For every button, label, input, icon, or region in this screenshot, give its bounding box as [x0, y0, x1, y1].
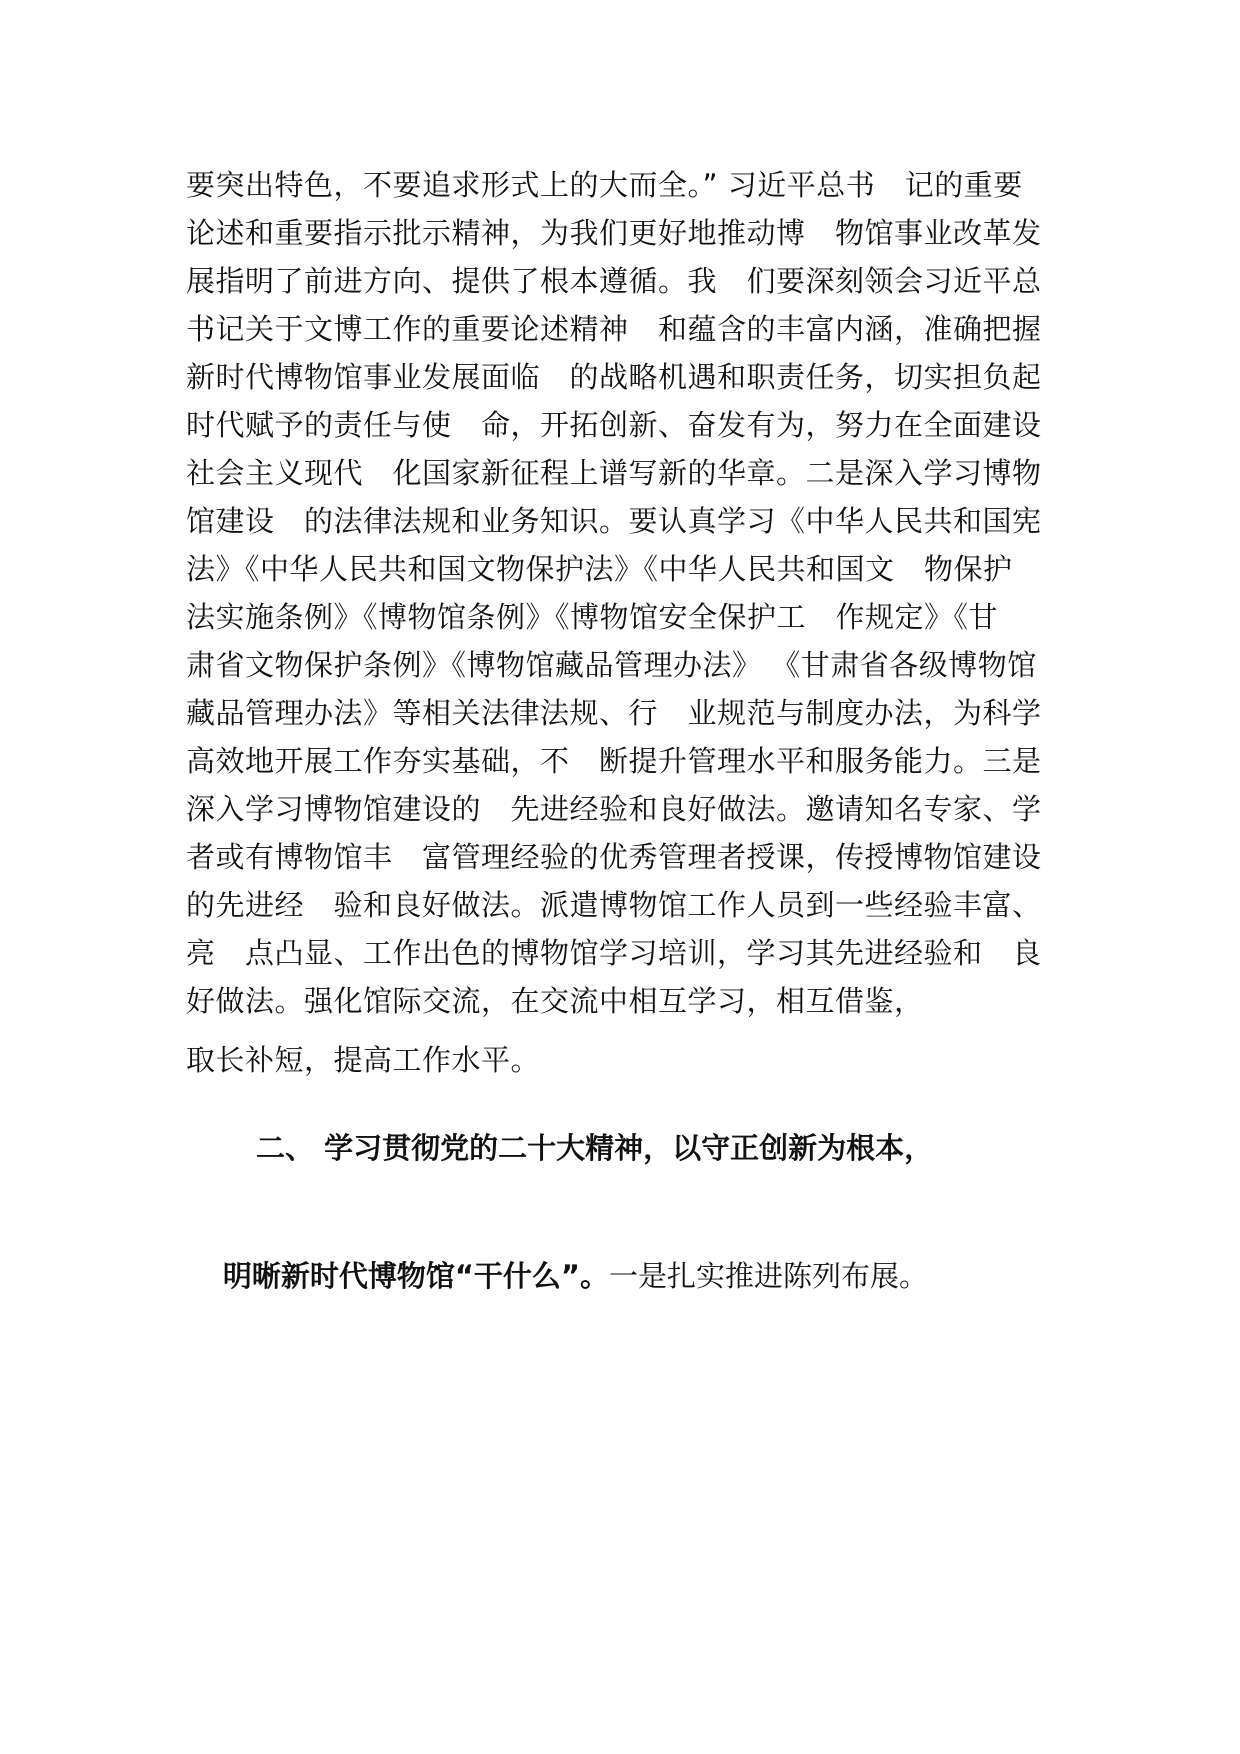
paragraph-closing-line: 取长补短，提高工作水平。: [186, 1043, 541, 1077]
paragraph-line: 藏品管理办法》等相关法律法规、行 业规范与制度办法，为科学: [186, 696, 1042, 730]
section-two-continuation: [186, 1216, 928, 1336]
paragraph-line: 亮 点凸显、工作出色的博物馆学习培训，学习其先进经验和 良: [186, 936, 1042, 970]
paragraph-line: 法实施条例》《博物馆条例》《博物馆安全保护工 作规定》《甘: [186, 600, 999, 634]
paragraph-line: 者或有博物馆丰 富管理经验的优秀管理者授课，传授博物馆建设: [186, 840, 1042, 874]
paragraph-line: 高效地开展工作夯实基础，不 断提升管理水平和服务能力。三是: [186, 744, 1042, 778]
paragraph-line: 展指明了前进方向、提供了根本遵循。我 们要深刻领会习近平总: [186, 264, 1042, 298]
section-two-regular-text: 一是扎实推进陈列布展。: [609, 1259, 929, 1293]
paragraph-line: 法》《中华人民共和国文物保护法》《中华人民共和国文 物保护: [186, 552, 1013, 586]
paragraph-line: 论述和重要指示批示精神，为我们更好地推动博 物馆事业改革发: [186, 216, 1042, 250]
paragraph-line: 好做法。强化馆际交流，在交流中相互学习，相互借鉴，: [186, 984, 924, 1018]
section-two-bold-text: 明晰新时代博物馆“干什么”。: [222, 1259, 609, 1293]
paragraph-line: 的先进经 验和良好做法。派遣博物馆工作人员到一些经验丰富、: [186, 888, 1042, 922]
paragraph-line: 肃省文物保护条例》《博物馆藏品管理办法》 《甘肃省各级博物馆: [186, 648, 1037, 682]
paragraph-line: 要突出特色，不要追求形式上的大而全。” 习近平总书 记的重要: [186, 168, 1023, 202]
section-two-heading: 二、 学习贯彻党的二十大精神，以守正创新为根本，: [256, 1131, 934, 1165]
paragraph-line: 深入学习博物馆建设的 先进经验和良好做法。邀请知名专家、学: [186, 792, 1042, 826]
paragraph-line: 书记关于文博工作的重要论述精神 和蕴含的丰富内涵，准确把握: [186, 312, 1042, 346]
paragraph-line: 馆建设 的法律法规和业务知识。要认真学习《中华人民共和国宪: [186, 504, 1042, 538]
paragraph-line: 新时代博物馆事业发展面临 的战略机遇和职责任务，切实担负起: [186, 360, 1042, 394]
paragraph-line: 社会主义现代 化国家新征程上谱写新的华章。二是深入学习博物: [186, 456, 1042, 490]
paragraph-line: 时代赋予的责任与使 命，开拓创新、奋发有为，努力在全面建设: [186, 408, 1042, 442]
